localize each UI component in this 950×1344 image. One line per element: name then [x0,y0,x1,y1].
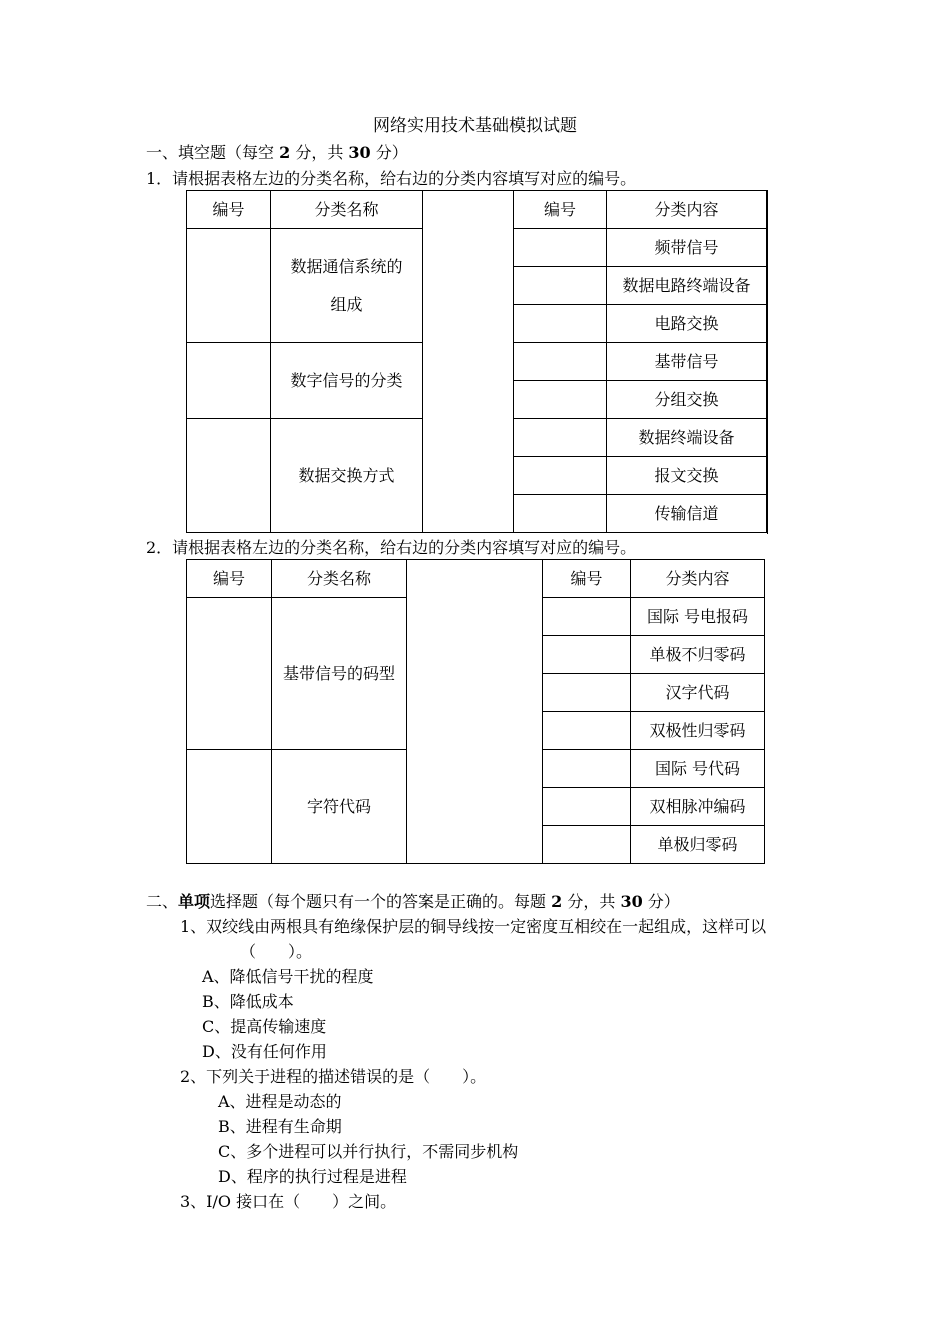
page-title: 网络实用技术基础模拟试题 [373,116,577,136]
table-spacer [407,560,543,864]
content-id-cell[interactable] [543,598,631,636]
content-item: 电路交换 [607,305,767,343]
content-id-cell[interactable] [543,712,631,750]
content-id-cell[interactable] [543,674,631,712]
category-name: 字符代码 [272,750,407,864]
section1-heading: 一、填空题（每空 2 分，共 30 分） [146,143,408,162]
mc-option[interactable]: D、程序的执行过程是进程 [218,1167,407,1186]
header-content: 分类内容 [607,191,767,229]
header-category: 分类名称 [272,560,407,598]
content-item: 双相脉冲编码 [631,788,765,826]
content-item: 双极性归零码 [631,712,765,750]
mc-question-3: 3、I/O 接口在（ ）之间。 [180,1192,397,1211]
mc-option[interactable]: B、降低成本 [202,992,294,1011]
header-id-left: 编号 [187,560,272,598]
content-item: 传输信道 [607,495,767,533]
content-id-cell[interactable] [543,788,631,826]
category-name: 基带信号的码型 [272,598,407,750]
mc-option[interactable]: C、多个进程可以并行执行，不需同步机构 [218,1142,519,1161]
content-item: 基带信号 [607,343,767,381]
header-id-right: 编号 [514,191,607,229]
mc-question-1: 1、双绞线由两根具有绝缘保护层的铜导线按一定密度互相绞在一起组成，这样可以 [180,917,767,936]
table-border-line [767,190,768,534]
content-id-cell[interactable] [543,750,631,788]
mc-option[interactable]: C、提高传输速度 [202,1017,327,1036]
content-id-cell[interactable] [543,826,631,864]
category-name: 数字信号的分类 [271,343,423,419]
question-2-prompt: 2．请根据表格左边的分类名称，给右边的分类内容填写对应的编号。 [146,538,637,557]
content-item: 国际 号代码 [631,750,765,788]
mc-option[interactable]: A、降低信号干扰的程度 [202,967,374,986]
classification-table-2 [186,559,765,864]
category-id-cell[interactable] [187,750,272,864]
classification-table-1 [186,190,767,533]
category-id-cell[interactable] [187,419,271,533]
category-name: 数据通信系统的 组成 [271,229,423,343]
mc-question-1-blank: （ ）。 [240,942,313,961]
content-item: 单极不归零码 [631,636,765,674]
content-id-cell[interactable] [514,343,607,381]
category-id-cell[interactable] [187,229,271,343]
category-name: 数据交换方式 [271,419,423,533]
table-spacer [423,191,514,533]
content-item: 数据电路终端设备 [607,267,767,305]
content-id-cell[interactable] [514,305,607,343]
header-id-left: 编号 [187,191,271,229]
content-id-cell[interactable] [543,636,631,674]
content-id-cell[interactable] [514,381,607,419]
content-item: 报文交换 [607,457,767,495]
mc-option[interactable]: A、进程是动态的 [218,1092,342,1111]
content-item: 单极归零码 [631,826,765,864]
content-item: 数据终端设备 [607,419,767,457]
question-1-prompt: 1．请根据表格左边的分类名称，给右边的分类内容填写对应的编号。 [146,169,637,188]
mc-option[interactable]: D、没有任何作用 [202,1042,327,1061]
section2-heading: 二、单项选择题（每个题只有一个的答案是正确的。每题 2 分，共 30 分） [146,892,680,911]
content-item: 国际 号电报码 [631,598,765,636]
content-id-cell[interactable] [514,419,607,457]
content-item: 分组交换 [607,381,767,419]
content-id-cell[interactable] [514,495,607,533]
content-id-cell[interactable] [514,229,607,267]
content-item: 汉字代码 [631,674,765,712]
category-id-cell[interactable] [187,598,272,750]
header-content: 分类内容 [631,560,765,598]
content-id-cell[interactable] [514,267,607,305]
mc-question-2: 2、下列关于进程的描述错误的是（ ）。 [180,1067,487,1086]
content-id-cell[interactable] [514,457,607,495]
content-item: 频带信号 [607,229,767,267]
header-id-right: 编号 [543,560,631,598]
category-id-cell[interactable] [187,343,271,419]
mc-option[interactable]: B、进程有生命期 [218,1117,342,1136]
header-category: 分类名称 [271,191,423,229]
